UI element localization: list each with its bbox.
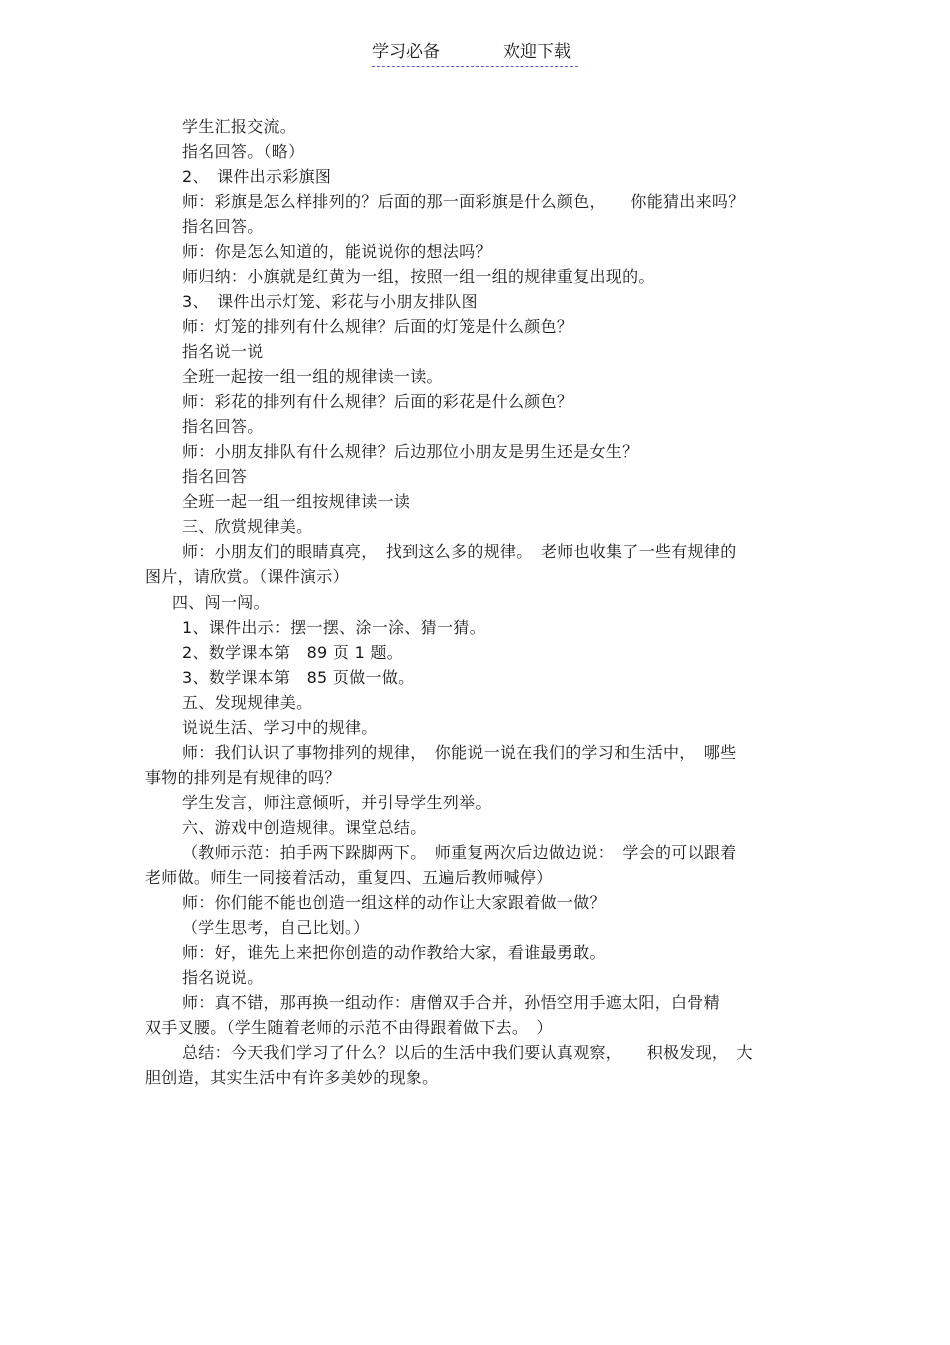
text-line: 指名回答。 [182, 217, 264, 236]
text-line: 指名回答 [182, 467, 248, 486]
text-line: 2、数学课本第 89 页 1 题。 [182, 643, 404, 662]
header-right-text: 欢迎下载 [503, 42, 571, 62]
text-line: 师：彩旗是怎么样排列的？后面的那一面彩旗是什么颜色， 你能猜出来吗？ [182, 192, 745, 211]
text-line: 图片，请欣赏。（课件演示） [145, 567, 349, 586]
text-line: 学生发言，师注意倾听，并引导学生列举。 [182, 793, 492, 812]
text-line: 师：彩花的排列有什么规律？后面的彩花是什么颜色？ [182, 392, 574, 411]
text-line: 双手叉腰。（学生随着老师的示范不由得跟着做下去。 ） [145, 1018, 553, 1037]
page-header [372, 40, 578, 67]
text-line: 五、发现规律美。 [182, 693, 313, 712]
text-line: （学生思考，自己比划。） [182, 918, 370, 937]
text-line: 师：小朋友们的眼睛真亮， 找到这么多的规律。 老师也收集了一些有规律的 [182, 542, 737, 561]
text-line: 六、游戏中创造规律。课堂总结。 [182, 818, 427, 837]
text-line: （教师示范：拍手两下跺脚两下。 师重复两次后边做边说： 学会的可以跟着 [182, 843, 737, 862]
text-line: 指名说一说 [182, 342, 264, 361]
text-line: 师归纳：小旗就是红黄为一组，按照一组一组的规律重复出现的。 [182, 267, 655, 286]
text-line: 师：灯笼的排列有什么规律？后面的灯笼是什么颜色？ [182, 317, 574, 336]
text-line: 四、闯一闯。 [172, 593, 270, 612]
text-line: 师：小朋友排队有什么规律？后边那位小朋友是男生还是女生？ [182, 442, 639, 461]
text-line: 师：你是怎么知道的，能说说你的想法吗？ [182, 242, 492, 261]
text-line: 3、数学课本第 85 页做一做。 [182, 668, 415, 687]
text-line: 胆创造，其实生活中有许多美妙的现象。 [145, 1068, 439, 1087]
text-line: 指名回答。（略） [182, 142, 305, 161]
text-line: 1、课件出示：摆一摆、涂一涂、猜一猜。 [182, 618, 486, 637]
text-line: 事物的排列是有规律的吗？ [145, 768, 341, 787]
text-line: 指名回答。 [182, 417, 264, 436]
text-line: 学生汇报交流。 [182, 117, 297, 136]
text-line: 3、 课件出示灯笼、彩花与小朋友排队图 [182, 292, 478, 311]
text-line: 师：我们认识了事物排列的规律， 你能说一说在我们的学习和生活中， 哪些 [182, 743, 737, 762]
header-left-text: 学习必备 [372, 42, 440, 62]
text-line: 总结：今天我们学习了什么？以后的生活中我们要认真观察， 积极发现， 大 [182, 1043, 753, 1062]
text-line: 师：你们能不能也创造一组这样的动作让大家跟着做一做？ [182, 893, 606, 912]
text-line: 师：好，谁先上来把你创造的动作教给大家，看谁最勇敢。 [182, 943, 606, 962]
text-line: 指名说说。 [182, 968, 264, 987]
text-line: 全班一起一组一组按规律读一读 [182, 492, 411, 511]
text-line: 2、 课件出示彩旗图 [182, 167, 332, 186]
text-line: 三、欣赏规律美。 [182, 517, 313, 536]
text-line: 说说生活、学习中的规律。 [182, 718, 378, 737]
text-line: 老师做。师生一同接着活动，重复四、五遍后教师喊停） [145, 868, 553, 887]
text-line: 全班一起按一组一组的规律读一读。 [182, 367, 443, 386]
text-line: 师：真不错，那再换一组动作：唐僧双手合并，孙悟空用手遮太阳，白骨精 [182, 993, 720, 1012]
